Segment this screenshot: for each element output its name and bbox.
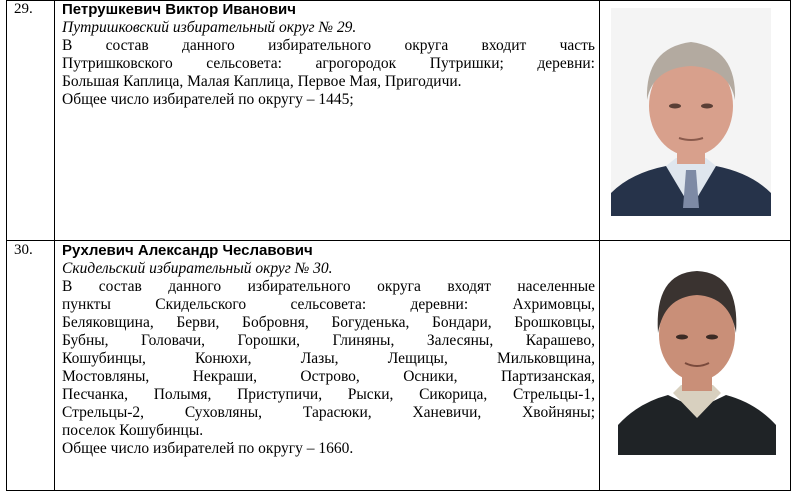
candidate-name: Рухлевич Александр Чеславович bbox=[62, 242, 313, 259]
composition-line: В состав данного избирательного округа входит часть bbox=[62, 37, 595, 54]
candidate-photo bbox=[611, 8, 771, 216]
table-border-right bbox=[790, 0, 791, 491]
district-name: Скидельский избирательный округ № 30. bbox=[62, 260, 333, 277]
composition-line: Путришковского сельсовета: агрогородок Путришки; деревни: bbox=[62, 55, 595, 72]
entry-text bbox=[62, 242, 595, 458]
table-border-bottom bbox=[6, 490, 791, 491]
voters-count: Общее число избирателей по округу – 1445; bbox=[62, 91, 354, 108]
entry-text bbox=[62, 1, 595, 109]
district-name: Путришковский избирательный округ № 29. bbox=[62, 19, 357, 36]
composition-line: Бубны, Головачи, Горошки, Глиняны, Залесяны, Карашево, bbox=[62, 332, 595, 349]
composition-line: поселок Кошубинцы. bbox=[62, 422, 204, 439]
portrait-image bbox=[611, 8, 771, 216]
row-divider bbox=[6, 240, 791, 241]
voters-count: Общее число избирателей по округу – 1660. bbox=[62, 440, 354, 457]
composition-line: Беляковщина, Берви, Бобровня, Богуденька, Бондари, Брошковцы, bbox=[62, 314, 595, 331]
composition-line: В состав данного избирательного округа входят населенные bbox=[62, 278, 595, 295]
column-divider-photo bbox=[599, 0, 600, 491]
deputies-table bbox=[6, 0, 791, 491]
entry-number: 29. bbox=[14, 1, 33, 17]
composition-line: Песчанка, Полымя, Приступичи, Рыски, Сикорица, Стрельцы-1, bbox=[62, 386, 595, 403]
candidate-photo bbox=[618, 253, 776, 455]
composition-line: пункты Скидельского сельсовета: деревни: Ахримовцы, bbox=[62, 296, 595, 313]
composition-line: Большая Каплица, Малая Каплица, Первое Мая, Пригодичи. bbox=[62, 73, 462, 90]
composition-line: Мостовляны, Некраши, Острово, Осники, Партизанская, bbox=[62, 368, 595, 385]
entry-number: 30. bbox=[14, 242, 33, 258]
composition-line: Стрельцы-2, Суховляны, Тарасюки, Ханевичи, Хвойняны; bbox=[62, 404, 595, 421]
composition-line: Кошубинцы, Конюхи, Лазы, Лещицы, Мильковщина, bbox=[62, 350, 595, 367]
column-divider-number bbox=[54, 0, 55, 491]
table-border-left bbox=[6, 0, 7, 491]
candidate-name: Петрушкевич Виктор Иванович bbox=[62, 1, 296, 18]
portrait-image bbox=[618, 253, 776, 455]
